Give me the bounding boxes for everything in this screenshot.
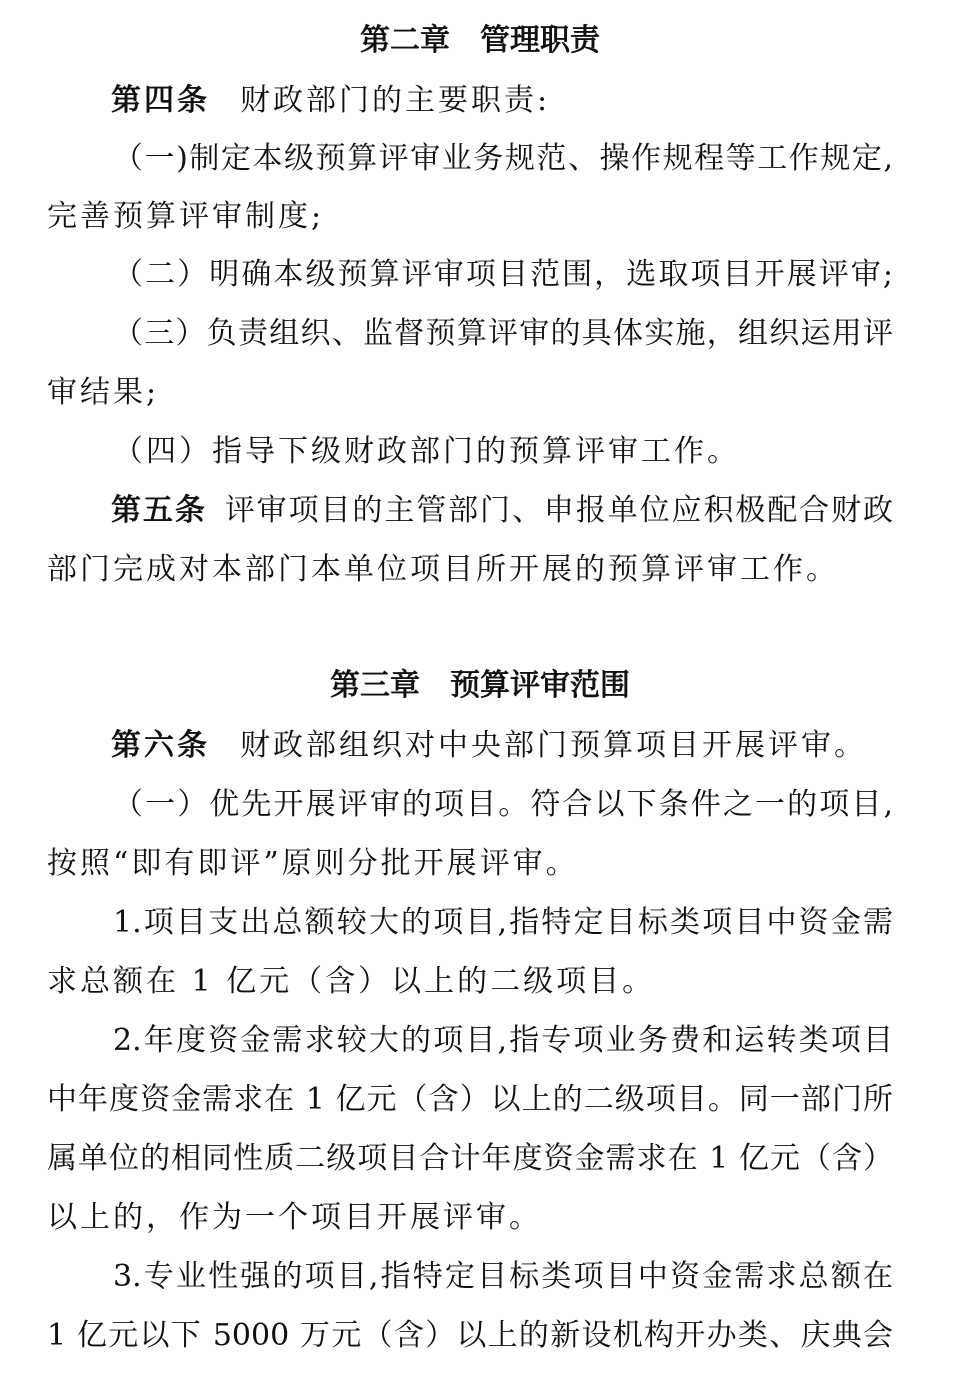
article-label: 第五条 — [111, 493, 207, 528]
paragraph-line: 属单位的相同性质二级项目合计年度资金需求在 1 亿元（含） — [47, 1141, 893, 1176]
paragraph-line: （一)制定本级预算评审业务规范、操作规程等工作规定, — [113, 141, 893, 176]
paragraph-line: （三）负责组织、监督预算评审的具体实施，组织运用评 — [113, 316, 893, 351]
paragraph-line: 求总额在 1 亿元（含）以上的二级项目。 — [47, 964, 656, 999]
paragraph-line: 2.年度资金需求较大的项目,指专项业务费和运转类项目 — [113, 1023, 893, 1058]
chapter-heading: 第三章 预算评审范围 — [330, 668, 630, 703]
paragraph-line: 按照“即有即评”原则分批开展评审。 — [47, 846, 579, 881]
article-5 — [111, 491, 893, 531]
paragraph-line: （四）指导下级财政部门的预算评审工作。 — [113, 434, 740, 469]
article-label: 第六条 — [111, 728, 210, 763]
article-text: 财政部门的主要职责: — [240, 83, 551, 118]
article-text: 财政部组织对中央部门预算项目开展评审。 — [240, 728, 867, 763]
article-text: 评审项目的主管部门、申报单位应积极配合财政 — [224, 493, 894, 528]
chapter-heading: 第二章 管理职责 — [360, 23, 600, 58]
paragraph-line: 中年度资金需求在 1 亿元（含）以上的二级项目。同一部门所 — [47, 1082, 893, 1117]
article-label: 第四条 — [111, 83, 210, 118]
paragraph-line: 1 亿元以下 5000 万元（含）以上的新设机构开办类、庆典会 — [47, 1318, 893, 1353]
article-4 — [111, 81, 893, 121]
paragraph-line: 完善预算评审制度; — [47, 199, 325, 234]
paragraph-line: 以上的，作为一个项目开展评审。 — [47, 1200, 542, 1235]
article-6 — [111, 726, 893, 766]
paragraph-line: 1.项目支出总额较大的项目,指特定目标类项目中资金需 — [113, 905, 893, 940]
paragraph-line: （一）优先开展评审的项目。符合以下条件之一的项目, — [113, 787, 893, 822]
paragraph-line: 审结果; — [47, 375, 160, 410]
paragraph-line: 部门完成对本部门本单位项目所开展的预算评审工作。 — [47, 552, 839, 587]
paragraph-line: 3.专业性强的项目,指特定目标类项目中资金需求总额在 — [113, 1259, 893, 1294]
paragraph-line: （二）明确本级预算评审项目范围，选取项目开展评审; — [113, 257, 893, 292]
